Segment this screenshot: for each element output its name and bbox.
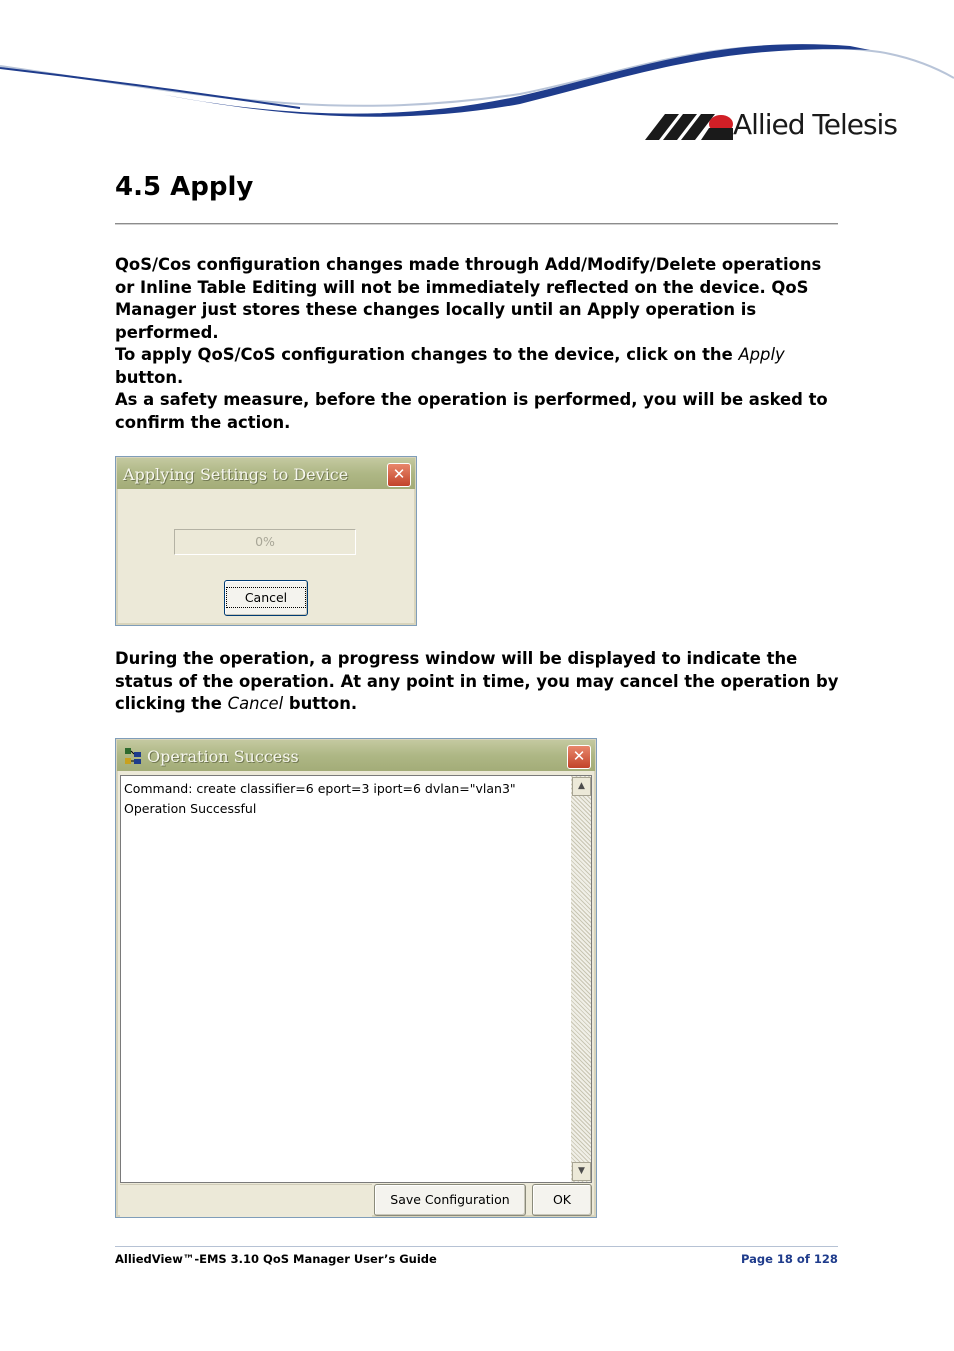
paragraph-progress-text: During the operation, a progress window will be displayed to indicate the status of the operation. At any point in time, you may cancel the operation by clicking the xyxy=(115,649,839,714)
status-strip xyxy=(120,1184,372,1217)
paragraph-apply-tail: button. xyxy=(115,367,184,387)
close-icon[interactable]: ✕ xyxy=(567,745,591,769)
apply-term: Apply xyxy=(738,345,785,364)
output-line-result: Operation Successful xyxy=(124,801,257,816)
section-title: 4.5 Apply xyxy=(115,172,254,202)
scroll-up-icon[interactable]: ▲ xyxy=(572,777,591,796)
paragraph-progress-tail: button. xyxy=(283,694,358,714)
footer-page-number: Page 18 of 128 xyxy=(741,1252,838,1266)
ok-button[interactable]: OK xyxy=(532,1184,592,1216)
progress-bar xyxy=(174,529,356,555)
output-textarea[interactable] xyxy=(120,775,592,1183)
paragraph-safety: As a safety measure, before the operation is performed, you will be asked to confirm the action. xyxy=(115,390,828,432)
scroll-down-icon[interactable]: ▼ xyxy=(572,1162,591,1181)
dialog-titlebar xyxy=(117,458,415,489)
cancel-button-label: Cancel xyxy=(227,588,305,607)
cancel-button[interactable] xyxy=(224,580,308,616)
applying-settings-dialog xyxy=(115,456,417,626)
allied-telesis-logo-mark xyxy=(645,114,735,140)
dialog-titlebar xyxy=(117,740,595,771)
output-line-command: Command: create classifier=6 eport=3 iport=6 dvlan="vlan3" xyxy=(124,781,516,796)
paragraph-apply xyxy=(115,344,845,389)
cancel-term: Cancel xyxy=(227,694,284,714)
operation-success-dialog xyxy=(115,738,597,1218)
footer-guide-title: AlliedView™-EMS 3.10 QoS Manager User’s Guide xyxy=(115,1252,437,1266)
paragraph-apply-text: To apply QoS/CoS configuration changes to the device, click on the xyxy=(115,345,739,364)
paragraph-intro: QoS/Cos configuration changes made through Add/Modify/Delete operations or Inline Table Editing will not be immediately reflected on the device. QoS Manager just stores these changes locally until an Apply operation is performed. xyxy=(115,255,822,342)
footer-divider xyxy=(115,1246,838,1247)
dialog-title: Applying Settings to Device xyxy=(123,465,349,484)
dialog-title: Operation Success xyxy=(147,747,299,766)
allied-telesis-logo xyxy=(645,110,905,146)
save-configuration-button[interactable]: Save Configuration xyxy=(374,1184,526,1216)
tree-structure-icon xyxy=(123,746,143,766)
close-icon[interactable]: ✕ xyxy=(387,463,411,487)
paragraph-progress xyxy=(115,648,845,716)
title-divider xyxy=(115,223,838,225)
vertical-scrollbar[interactable] xyxy=(571,776,591,1182)
progress-label: 0% xyxy=(255,534,275,549)
brand-name: Allied Telesis xyxy=(733,108,897,141)
